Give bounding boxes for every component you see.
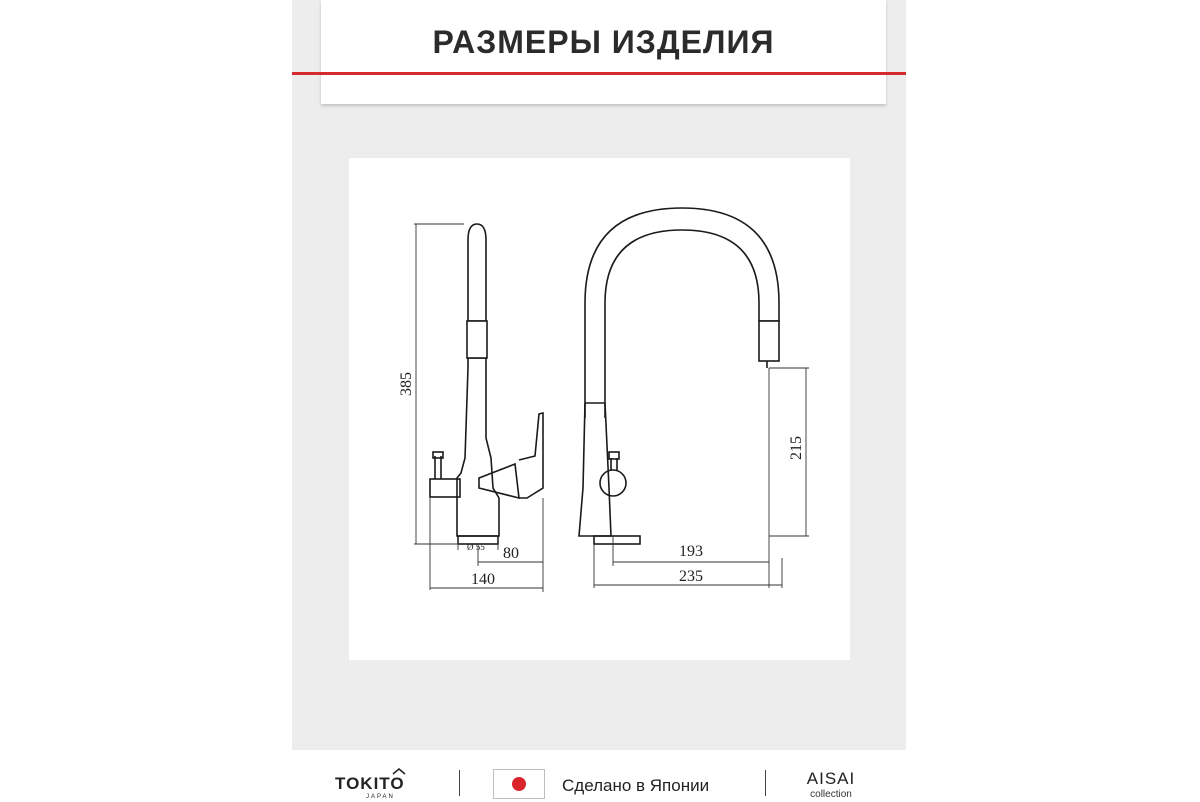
page-title: РАЗМЕРЫ ИЗДЕЛИЯ <box>432 24 775 60</box>
dim-base-diameter: Ø 55 <box>467 542 485 552</box>
accent-divider <box>292 72 906 75</box>
japan-flag-icon <box>493 769 545 799</box>
header-card <box>321 0 886 104</box>
dim-side-depth: 140 <box>471 571 495 588</box>
dim-spout-height: 215 <box>788 436 805 460</box>
collection-sub: collection <box>810 789 852 800</box>
front-view-body <box>579 403 611 536</box>
footer-separator <box>459 770 460 796</box>
made-in-japan-text: Сделано в Японии <box>562 776 710 795</box>
brand-name: TOKITO <box>335 774 405 793</box>
dim-spout-reach-inner: 193 <box>679 543 703 560</box>
side-view-body <box>457 368 499 536</box>
faucet-dimension-drawing <box>349 158 850 660</box>
collection-name: AISAI <box>806 769 856 788</box>
brand-sub: JAPAN <box>366 794 395 800</box>
front-view-spout <box>585 208 779 418</box>
dim-height-total: 385 <box>398 372 415 396</box>
footer-separator <box>765 770 766 796</box>
technical-drawing <box>349 158 850 660</box>
side-view-lever <box>519 413 543 498</box>
dim-handle-offset: 80 <box>503 545 519 562</box>
dim-spout-reach-total: 235 <box>679 568 703 585</box>
